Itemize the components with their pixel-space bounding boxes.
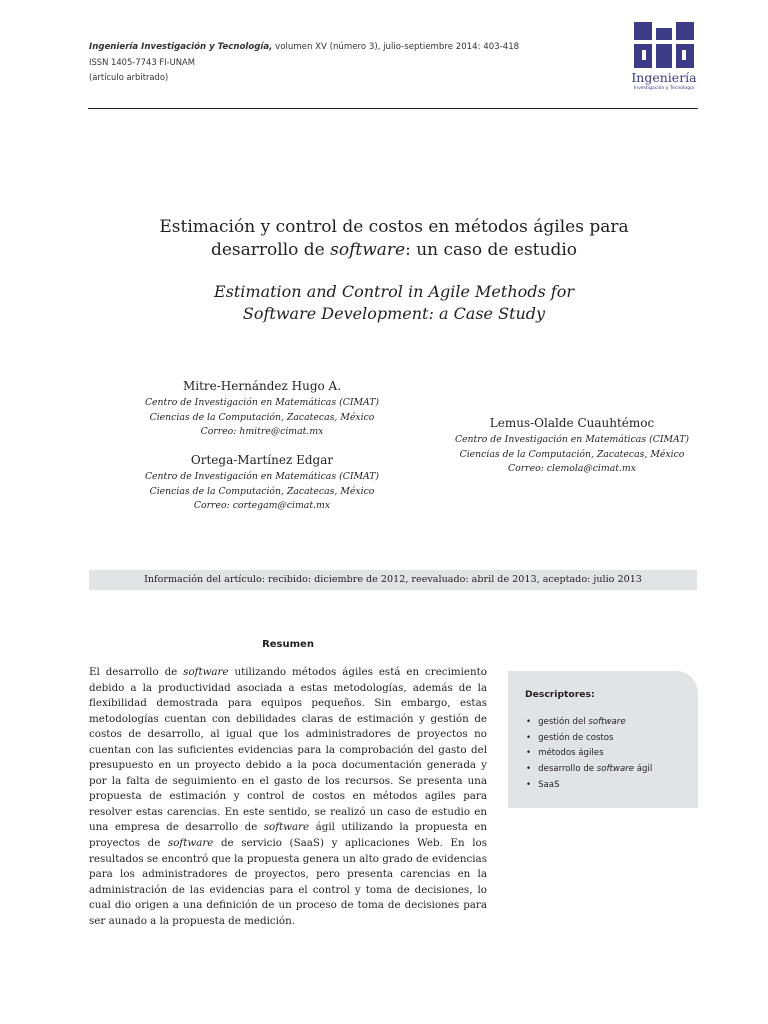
- author-block: [102, 452, 422, 514]
- keyword-item: • desarrollo de software ágil: [526, 762, 652, 778]
- header-divider: [88, 108, 698, 109]
- article-info-band: Información del artículo: recibido: diciembre de 2012, reevaluado: abril de 2013, aceptado: julio 2013: [89, 570, 697, 590]
- title-en-line1: Estimation and Control in Agile Methods for: [213, 282, 575, 301]
- abstract-heading: Resumen: [262, 639, 314, 650]
- keyword-item: • gestión de costos: [526, 731, 652, 747]
- issn: ISSN 1405-7743 FI-UNAM: [89, 57, 196, 67]
- author-email: Correo: cortegam@cimat.mx: [193, 500, 331, 511]
- journal-name: Ingeniería Investigación y Tecnología,: [89, 42, 273, 52]
- keywords-list: [526, 715, 652, 794]
- abstract-body: [89, 665, 487, 929]
- author-location: Ciencias de la Computación, Zacatecas, México: [459, 448, 685, 460]
- journal-details: volumen XV (número 3), julio-septiembre 2014: 403-418: [272, 42, 520, 52]
- author-institution: Centro de Investigación en Matemáticas (CIMAT): [144, 471, 380, 482]
- refereed-note: (artículo arbitrado): [89, 72, 169, 82]
- title-es-line2: desarrollo de software: un caso de estudio: [210, 240, 578, 260]
- author-name: Lemus-Olalde Cuauhtémoc: [489, 416, 655, 430]
- keywords-heading: Descriptores:: [525, 689, 595, 700]
- author-location: Ciencias de la Computación, Zacatecas, México: [149, 411, 375, 423]
- keyword-item: • SaaS: [526, 778, 652, 794]
- title-spanish: [90, 216, 698, 262]
- title-es-line1: Estimación y control de costos en métodos ágiles para: [159, 217, 629, 237]
- keyword-item: • gestión del software: [526, 715, 652, 731]
- author-location: Ciencias de la Computación, Zacatecas, México: [149, 485, 375, 497]
- logo-wordmark: Ingeniería: [631, 70, 697, 85]
- author-name: Ortega-Martínez Edgar: [190, 453, 334, 467]
- abstract-paragraph: El desarrollo de software utilizando métodos ágiles está en crecimiento debido a la productividad asociada a estas metodologías, además de la flexibilidad demostrada para equipos pequeños. Sin embargo, estas metodologías cuentan con debilidades claras de estimación y gestión de costos de desarrollo, al igual que los administradores de proyectos no cuentan con las suficientes evidencias para la comprobación del gasto del presupuesto en un proyecto debido a la poca documentación generada y por la falta de seguimiento en el gasto de los recursos. Se presenta una propuesta de estimación y control de costos en métodos agiles para resolver estas carencias. En este sentido, se realizó un caso de estudio en una empresa de desarrollo de software ágil utilizando la propuesta en proyectos de software de servicio (SaaS) y aplicaciones Web. En los resultados se encontró que la propuesta genera un alto grado de evidencias para los administradores de proyectos, pero presenta carencias en la administración de las evidencias para el control y toma de decisiones, lo cual dio origen a una definición de un proceso de toma de decisiones para ser aunado a la propuesta de medición.: [89, 666, 487, 927]
- author-block: [102, 378, 422, 440]
- author-email: Correo: hmitre@cimat.mx: [200, 426, 324, 437]
- title-en-line2: Software Development: a Case Study: [242, 304, 546, 323]
- keyword-item: • métodos ágiles: [526, 746, 652, 762]
- author-institution: Centro de Investigación en Matemáticas (CIMAT): [454, 434, 690, 445]
- author-block: [412, 415, 732, 477]
- title-english: [90, 281, 698, 325]
- author-institution: Centro de Investigación en Matemáticas (CIMAT): [144, 397, 380, 408]
- logo-subtitle: Investigación y Tecnología: [633, 86, 695, 91]
- journal-citation: [89, 42, 519, 52]
- author-name: Mitre-Hernández Hugo A.: [182, 379, 342, 393]
- author-email: Correo: clemola@cimat.mx: [508, 463, 636, 474]
